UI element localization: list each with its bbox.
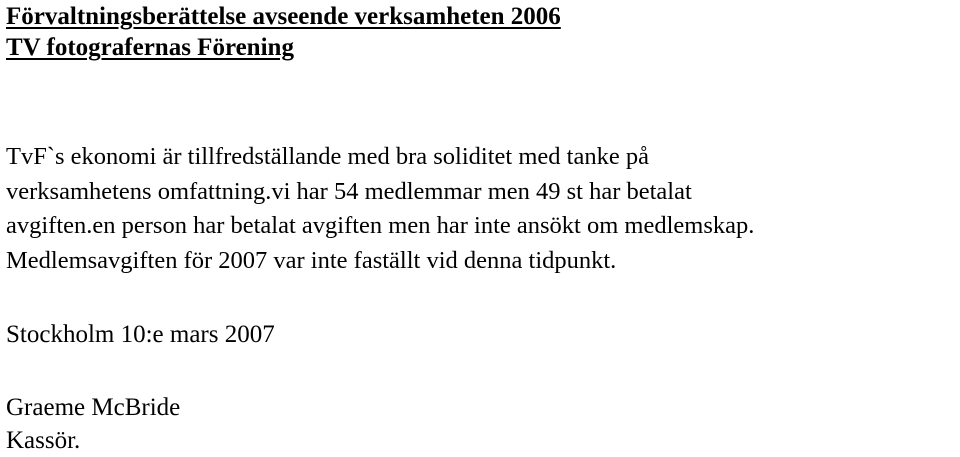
signer-role: Kassör. [6,427,81,454]
paragraph-line: TvF`s ekonomi är tillfredställande med bra soliditet med tanke på [6,143,649,170]
signer-name: Graeme McBride [6,394,181,421]
document-title: Förvaltningsberättelse avseende verksamheten 2006 [6,3,561,30]
paragraph-line: avgiften.en person har betalat avgiften men har inte ansökt om medlemskap. [6,212,755,239]
report-paragraph [6,140,956,278]
organization-name: TV fotografernas Förening [6,34,294,61]
document-page [6,0,956,457]
place-and-date: Stockholm 10:e mars 2007 [6,321,275,348]
signature-block [6,391,180,457]
paragraph-line: verksamhetens omfattning.vi har 54 medlemmar men 49 st har betalat [6,177,692,205]
paragraph-line: Medlemsavgiften för 2007 var inte faställt vid denna tidpunkt. [6,246,617,274]
